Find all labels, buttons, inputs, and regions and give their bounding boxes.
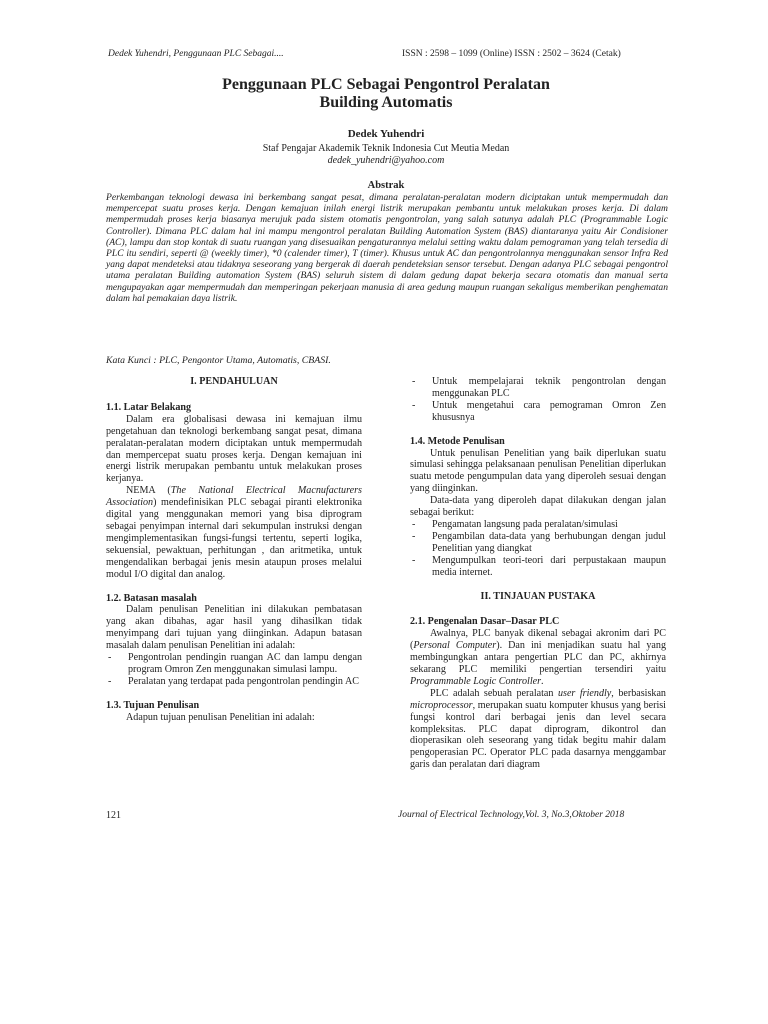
running-header-issn: ISSN : 2598 – 1099 (Online) ISSN : 2502 – 3624 (Cetak) [402,49,621,59]
abstract-text: Perkembangan teknologi dewasa ini berkembang sangat pesat, dimana peralatan-peralatan modern diciptakan untuk mempermudah dan mempercepat suatu proses kerja. Dengan kemajuan inilah energi listrik merupakan pembantu untuk melakukan proses kerja. Di dalam mempermudah proses kerja biasanya merujuk pada sistem otomatis pengontrolan, yang salah satunya adalah PLC (Programmable Logic Controller). Dimana PLC dalam hal ini mampu mengontrol peralatan Building Automation System (BAS) diantaranya yaitu Air Condisioner (AC), lampu dan stop kontak di suatu ruangan yang disesuaikan pengaturannya melalui setting waktu dalam pemograman yang telah tersedia di PLC itu sendiri, seperti @ (weekly timer), *0 (calender timer), T (timer). Khusus untuk AC dan pengontrolannya menggunakan sensor Infra Red yang dapat mendeteksi atau tidaknya seseorang yang bergerak di daerah pendeteksian sensor tersebut. Dengan adanya PLC sebagai pengontrol utama peralatan Building automation System (BAS) seluruh sistem di dalam gedung dapat bekerja secara otomatis dan manual serta mengupayakan agar mempermudah dan memperingan pekerjaan manusia di area gedung maupun ruangan sekaligus memberikan penghematan dalam hal pemakaian daya listrik. [106,192,668,304]
list-item: - Untuk mempelajarai teknik pengontrolan dengan menggunakan PLC [410,376,666,400]
paragraph: Untuk penulisan Penelitian yang baik diperlukan suatu simulasi sehingga pelaksanaan penulisan Penelitian diperlukan suatu metode pengumpulan data yang diperoleh sesuai dengan yang diinginkan. [410,447,666,495]
running-header-left: Dedek Yuhendri, Penggunaan PLC Sebagai.... [108,49,284,59]
bullet-list [410,376,666,424]
author-affiliation: Staf Pengajar Akademik Teknik Indonesia Cut Meutia Medan [262,143,510,154]
list-item: - Mengumpulkan teori-teori dari perpustakaan maupun media internet. [410,555,666,579]
list-item: - Pengambilan data-data yang berhubungan dengan judul Penelitian yang diangkat [410,531,666,555]
text-span: . [541,675,544,687]
text-span: NEMA ( [126,485,171,497]
list-item: - Peralatan yang terdapat pada pengontrolan pendingin AC [106,676,362,688]
text-span: PLC adalah sebuah peralatan [430,687,558,699]
page-number: 121 [106,810,121,821]
bullet-list [410,519,666,579]
author-name: Dedek Yuhendri [347,128,425,140]
paper-title [100,76,672,112]
paragraph [106,485,362,580]
subsection-1-1-title: 1.1. Latar Belakang [106,401,192,413]
bullet-list [106,652,362,688]
section-2-title: II. TINJAUAN PUSTAKA [480,590,596,602]
title-line-1: Penggunaan PLC Sebagai Pengontrol Peralatan [222,76,550,93]
paragraph: Dalam penulisan Penelitian ini dilakukan pembatasan yang akan dibahas, agar hasil yang dihasilkan tidak menyimpang dari tujuan yang diinginkan. Adapun batasan masalah dalam penulisan Penelitian ini adalah: [106,604,362,652]
text-span: ). Dan ini menjadikan suatu hal yang membingungkan antara pengertian PLC dan PC, akhirnya sekarang PLC memiliki pengertian tersendiri yaitu [410,640,666,676]
left-column [106,376,362,724]
keywords: Kata Kunci : PLC, Pengontor Utama, Automatis, CBASI. [106,355,331,366]
list-item: - Pengamatan langsung pada peralatan/simulasi [410,519,666,531]
subsection-1-4-title: 1.4. Metode Penulisan [410,435,505,447]
text-span: , merupakan suatu komputer khusus yang berisi fungsi kontrol dari berbagai jenis dan level secara kompleksitas. PLC dapat diprogram, dikontrol dan dioperasikan oleh seseorang yang tidak begitu mahir dalam pengoperasian PC. Operator PLC pada dasarnya menggambar garis dan peralatan dari diagram [410,699,666,771]
paragraph [410,688,666,771]
subsection-1-3-title: 1.3. Tujuan Penulisan [106,699,200,711]
list-item: - Pengontrolan pendingin ruangan AC dan lampu dengan program Omron Zen menggunakan simulasi lampu. [106,652,362,676]
paragraph [410,628,666,688]
subsection-2-1-title: 2.1. Pengenalan Dasar–Dasar PLC [410,616,560,628]
emphasis: The National Electrical Macnufacturers Association [106,485,362,509]
list-item: - Untuk mengetahui cara pemograman Omron Zen khususnya [410,400,666,424]
text-span: , berbasiskan [611,687,666,699]
emphasis: Personal Computer [413,640,497,652]
right-column [410,376,666,771]
section-1-title: I. PENDAHULUAN [190,376,278,387]
subsection-1-2-title: 1.2. Batasan masalah [106,592,197,604]
emphasis: Programmable Logic Controller [410,675,542,687]
text-span: ) mendefinisikan PLC sebagai piranti elektronika digital yang menggunakan memori yang bisa diprogram sebagai penyimpan internal dari sekumpulan instruksi dengan mengimplementasikan fungsi-fungsi tertentu, seperti logika, sekuensial, pewaktuan, perhitungan , dan aritmetika, untuk mengendalikan berbagai jenis mesin ataupun proses melalui modul I/O digital dan analog. [106,497,362,580]
emphasis: user friendly [557,687,612,699]
paragraph: Dalam era globalisasi dewasa ini kemajuan ilmu pengetahuan dan teknologi berkembang sangat pesat, dimana peralatan-peralatan modern diciptakan untuk mempermudah dan mempercepat suatu proses kerja. Dengan kemajuan ini energi listrik merupakan pembantu untuk melakukan proses kerjanya. [106,413,362,485]
author-email: dedek_yuhendri@yahoo.com [327,155,445,166]
abstract-heading: Abstrak [367,180,405,191]
emphasis: microprocessor [410,699,473,711]
journal-footer: Journal of Electrical Technology,Vol. 3, No.3,Oktober 2018 [398,810,625,820]
paragraph: Adapun tujuan penulisan Penelitian ini adalah: [126,711,315,723]
paragraph: Data-data yang diperoleh dapat dilakukan dengan jalan sebagai berikut: [410,495,666,519]
text-span: Awalnya, PLC banyak dikenal sebagai akronim dari PC ( [410,628,666,652]
title-line-2: Building Automatis [319,94,453,111]
